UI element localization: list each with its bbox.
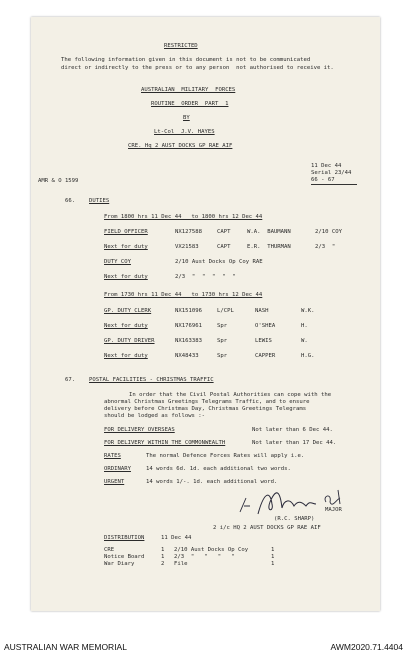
duty-unit: 2/3 " xyxy=(315,244,336,250)
duty-coy-label: DUTY COY xyxy=(104,259,131,265)
footer-bar xyxy=(0,613,409,653)
driver-initials: H.G. xyxy=(301,353,315,359)
driver-role: GP. DUTY DRIVER xyxy=(104,338,155,344)
duty-role: FIELD OFFICER xyxy=(104,229,148,235)
clerk-rank: Spr xyxy=(217,323,228,329)
postal-heading: POSTAL FACILITIES - CHRISTMAS TRAFFIC xyxy=(89,377,214,383)
notice-line-2: direct or indirectly to the press or to any person not authorised to receive it. xyxy=(61,65,334,71)
distribution-to-2: 2/3 " " " " xyxy=(174,554,235,560)
clerk-number: NX176961 xyxy=(175,323,202,329)
postal-para-line-1: In order that the Civil Postal Authorities can cope with the xyxy=(129,392,332,398)
duty-number: NX127588 xyxy=(175,229,202,235)
clerk-name: O'SHEA xyxy=(255,323,276,329)
driver-role: Next for duty xyxy=(104,353,148,359)
postal-para-line-2: abnormal Christmas Greetings Telegrams Traffic, and to ensure xyxy=(104,399,310,405)
reference: AMR & O 1599 xyxy=(38,178,79,184)
distribution-copies: 1 xyxy=(161,547,165,553)
duty-rank: CAPT xyxy=(217,244,231,250)
distribution-to: CRE xyxy=(104,547,115,553)
duty-period-2: From 1730 hrs 11 Dec 44 to 1730 hrs 12 Dec 44 xyxy=(104,292,263,298)
driver-number: NX48433 xyxy=(175,353,199,359)
overseas-value: Not later than 6 Dec 44. xyxy=(252,427,333,433)
signatory-name: (R.C. SHARP) xyxy=(274,516,315,522)
unit-heading: CRE. Hq 2 AUST DOCKS GP RAE AIF xyxy=(128,143,233,149)
rates-label: RATES xyxy=(104,453,121,459)
distribution-copies-2: 1 xyxy=(271,547,275,553)
overseas-label: FOR DELIVERY OVERSEAS xyxy=(104,427,175,433)
distribution-copies-2: 1 xyxy=(271,554,275,560)
next-duty-label: Next for duty xyxy=(104,274,148,280)
next-duty-value: 2/3 " " " " " xyxy=(175,274,236,280)
distribution-to: War Diary xyxy=(104,561,135,567)
clerk-role: GP. DUTY CLERK xyxy=(104,308,152,314)
ordinary-label: ORDINARY xyxy=(104,466,131,472)
duty-name: W.A. BAUMANN xyxy=(247,229,291,235)
duty-rank: CAPT xyxy=(217,229,231,235)
commonwealth-value: Not later than 17 Dec 44. xyxy=(252,440,337,446)
urgent-value: 14 words 1/-. 1d. each additional word. xyxy=(146,479,278,485)
by-heading: BY xyxy=(183,115,190,121)
driver-rank: Spr xyxy=(217,338,228,344)
driver-number: NX163383 xyxy=(175,338,202,344)
item-number-66: 66. xyxy=(65,198,76,204)
order-pages: 66 - 67 xyxy=(311,177,335,183)
clerk-initials: W.K. xyxy=(301,308,315,314)
duty-role: Next for duty xyxy=(104,244,148,250)
clerk-initials: H. xyxy=(301,323,308,329)
duties-heading: DUTIES xyxy=(89,198,110,204)
clerk-number: NX151096 xyxy=(175,308,202,314)
order-heading: ROUTINE ORDER PART 1 xyxy=(151,101,229,107)
order-serial: Serial 23/44 xyxy=(311,170,352,176)
org-heading: AUSTRALIAN MILITARY FORCES xyxy=(141,87,236,93)
rates-value: The normal Defence Forces Rates will apply i.e. xyxy=(146,453,305,459)
distribution-heading: DISTRIBUTION xyxy=(104,535,145,541)
duty-number: VX21583 xyxy=(175,244,199,250)
clerk-name: NASH xyxy=(255,308,269,314)
distribution-date: 11 Dec 44 xyxy=(161,535,192,541)
document-page xyxy=(31,17,380,611)
notice-line-1: The following information given in this document is not to be communicated xyxy=(61,57,311,63)
distribution-copies: 2 xyxy=(161,561,165,567)
footer-accession-number: AWM2020.71.4404 xyxy=(330,642,403,652)
order-date: 11 Dec 44 xyxy=(311,163,342,169)
postal-para-line-4: should be lodged as follows :- xyxy=(104,413,206,419)
duty-unit: 2/10 COY xyxy=(315,229,342,235)
signatory-rank: MAJOR xyxy=(325,507,342,513)
duty-coy-value: 2/10 Aust Docks Op Coy RAE xyxy=(175,259,263,265)
footer-institution: AUSTRALIAN WAR MEMORIAL xyxy=(4,642,127,652)
distribution-to-2: 2/10 Aust Docks Op Coy xyxy=(174,547,249,553)
clerk-role: Next for duty xyxy=(104,323,148,329)
clerk-rank: L/CPL xyxy=(217,308,234,314)
driver-name: LEWIS xyxy=(255,338,272,344)
driver-initials: W. xyxy=(301,338,308,344)
urgent-label: URGENT xyxy=(104,479,125,485)
driver-name: CAPPER xyxy=(255,353,276,359)
distribution-copies: 1 xyxy=(161,554,165,560)
pages-underline xyxy=(311,184,357,185)
signatory-unit: 2 i/c HQ 2 AUST DOCKS GP RAE AIF xyxy=(213,525,321,531)
officer-heading: Lt-Col J.V. HAYES xyxy=(154,129,215,135)
duty-name: E.R. THURMAN xyxy=(247,244,291,250)
commonwealth-label: FOR DELIVERY WITHIN THE COMMONWEALTH xyxy=(104,440,226,446)
restricted-heading: RESTRICTED xyxy=(164,43,198,49)
ordinary-value: 14 words 6d. 1d. each additional two words. xyxy=(146,466,291,472)
driver-rank: Spr xyxy=(217,353,228,359)
distribution-to-2: File xyxy=(174,561,188,567)
postal-para-line-3: delivery before Christmas Day, Christmas Greetings Telegrams xyxy=(104,406,307,412)
distribution-to: Notice Board xyxy=(104,554,145,560)
item-number-67: 67. xyxy=(65,377,76,383)
distribution-copies-2: 1 xyxy=(271,561,275,567)
duty-period-1: From 1800 hrs 11 Dec 44 to 1800 hrs 12 Dec 44 xyxy=(104,214,263,220)
